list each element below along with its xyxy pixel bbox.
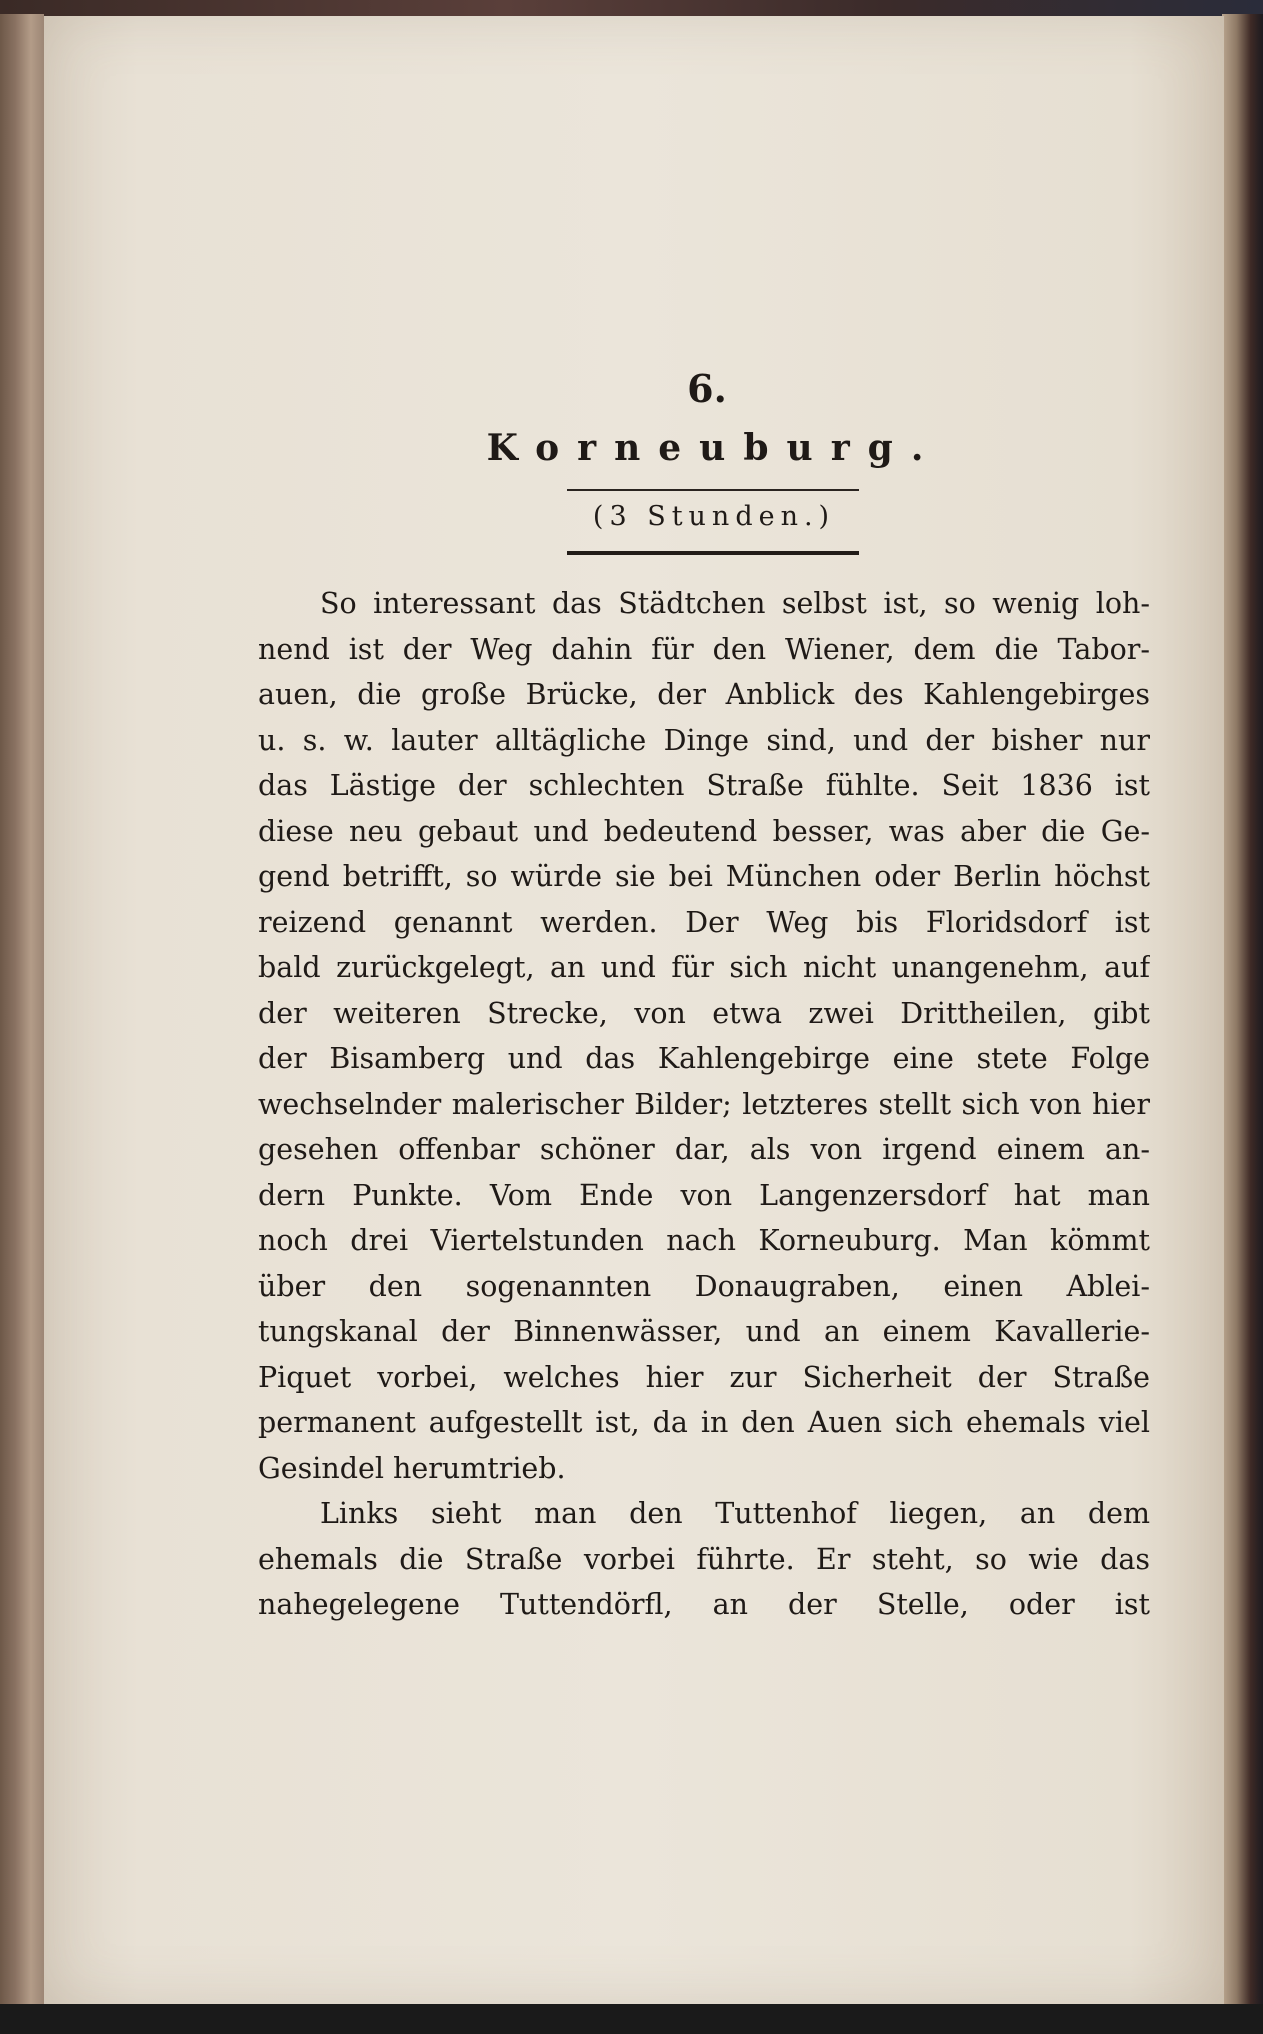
text-line: reizend genannt werden. Der Weg bis Floridsdorf ist [258, 905, 1150, 939]
title-rule-top [567, 489, 859, 491]
text-line: tungskanal der Binnenwässer, und an einem Kavallerie- [258, 1315, 1150, 1348]
text-line: bald zurückgelegt, an und für sich nicht unangenehm, auf [258, 951, 1150, 984]
text-line: der Bisamberg und das Kahlengebirge eine stete Folge [258, 1042, 1150, 1075]
text-line: auen, die große Brücke, der Anblick des Kahlengebirges [258, 678, 1150, 711]
text-line: wechselnder malerischer Bilder; letzteres stellt sich von hier [258, 1087, 1150, 1121]
text-line: gesehen offenbar schöner dar, als von irgend einem an- [258, 1133, 1150, 1166]
text-line: gend betrifft, so würde sie bei München oder Berlin höchst [258, 860, 1150, 893]
text-line: der weiteren Strecke, von etwa zwei Drittheilen, gibt [258, 996, 1150, 1030]
text-line: So interessant das Städtchen selbst ist, so wenig loh- [320, 587, 1150, 620]
text-line: Gesindel herumtrieb. [258, 1451, 566, 1485]
text-line: diese neu gebaut und bedeutend besser, was aber die Ge- [258, 814, 1150, 848]
text-line: das Lästige der schlechten Straße fühlte. Seit 1836 ist [258, 769, 1150, 802]
text-line: ehemals die Straße vorbei führte. Er steht, so wie das [258, 1542, 1150, 1576]
chapter-title: Korneuburg. [486, 427, 942, 469]
paragraph-1 [258, 581, 1150, 1491]
text-line: Links sieht man den Tuttenhof liegen, an dem [320, 1497, 1150, 1530]
text-line: nahegelegene Tuttendörfl, an der Stelle, oder ist [258, 1588, 1150, 1621]
text-line: dern Punkte. Vom Ende von Langenzersdorf hat man [258, 1178, 1150, 1212]
text-line: u. s. w. lauter alltägliche Dinge sind, und der bisher nur [258, 723, 1150, 757]
chapter-subtitle: (3 Stunden.) [592, 501, 836, 532]
paragraph-2 [258, 1491, 1150, 1628]
title-rule-bottom [567, 551, 859, 555]
chapter-number: 6. [687, 366, 727, 411]
page-text-block [258, 365, 1150, 1628]
text-line: über den sogenannten Donaugraben, einen Ablei- [258, 1269, 1150, 1303]
text-line: nend ist der Weg dahin für den Wiener, dem die Tabor- [258, 632, 1150, 666]
page-edge-right [1222, 14, 1263, 2004]
text-line: noch drei Viertelstunden nach Korneuburg. Man kömmt [258, 1224, 1150, 1257]
book-binding-left [0, 14, 44, 2004]
text-line: permanent aufgestellt ist, da in den Auen sich ehemals viel [258, 1406, 1150, 1439]
text-line: Piquet vorbei, welches hier zur Sicherheit der Straße [258, 1360, 1150, 1394]
